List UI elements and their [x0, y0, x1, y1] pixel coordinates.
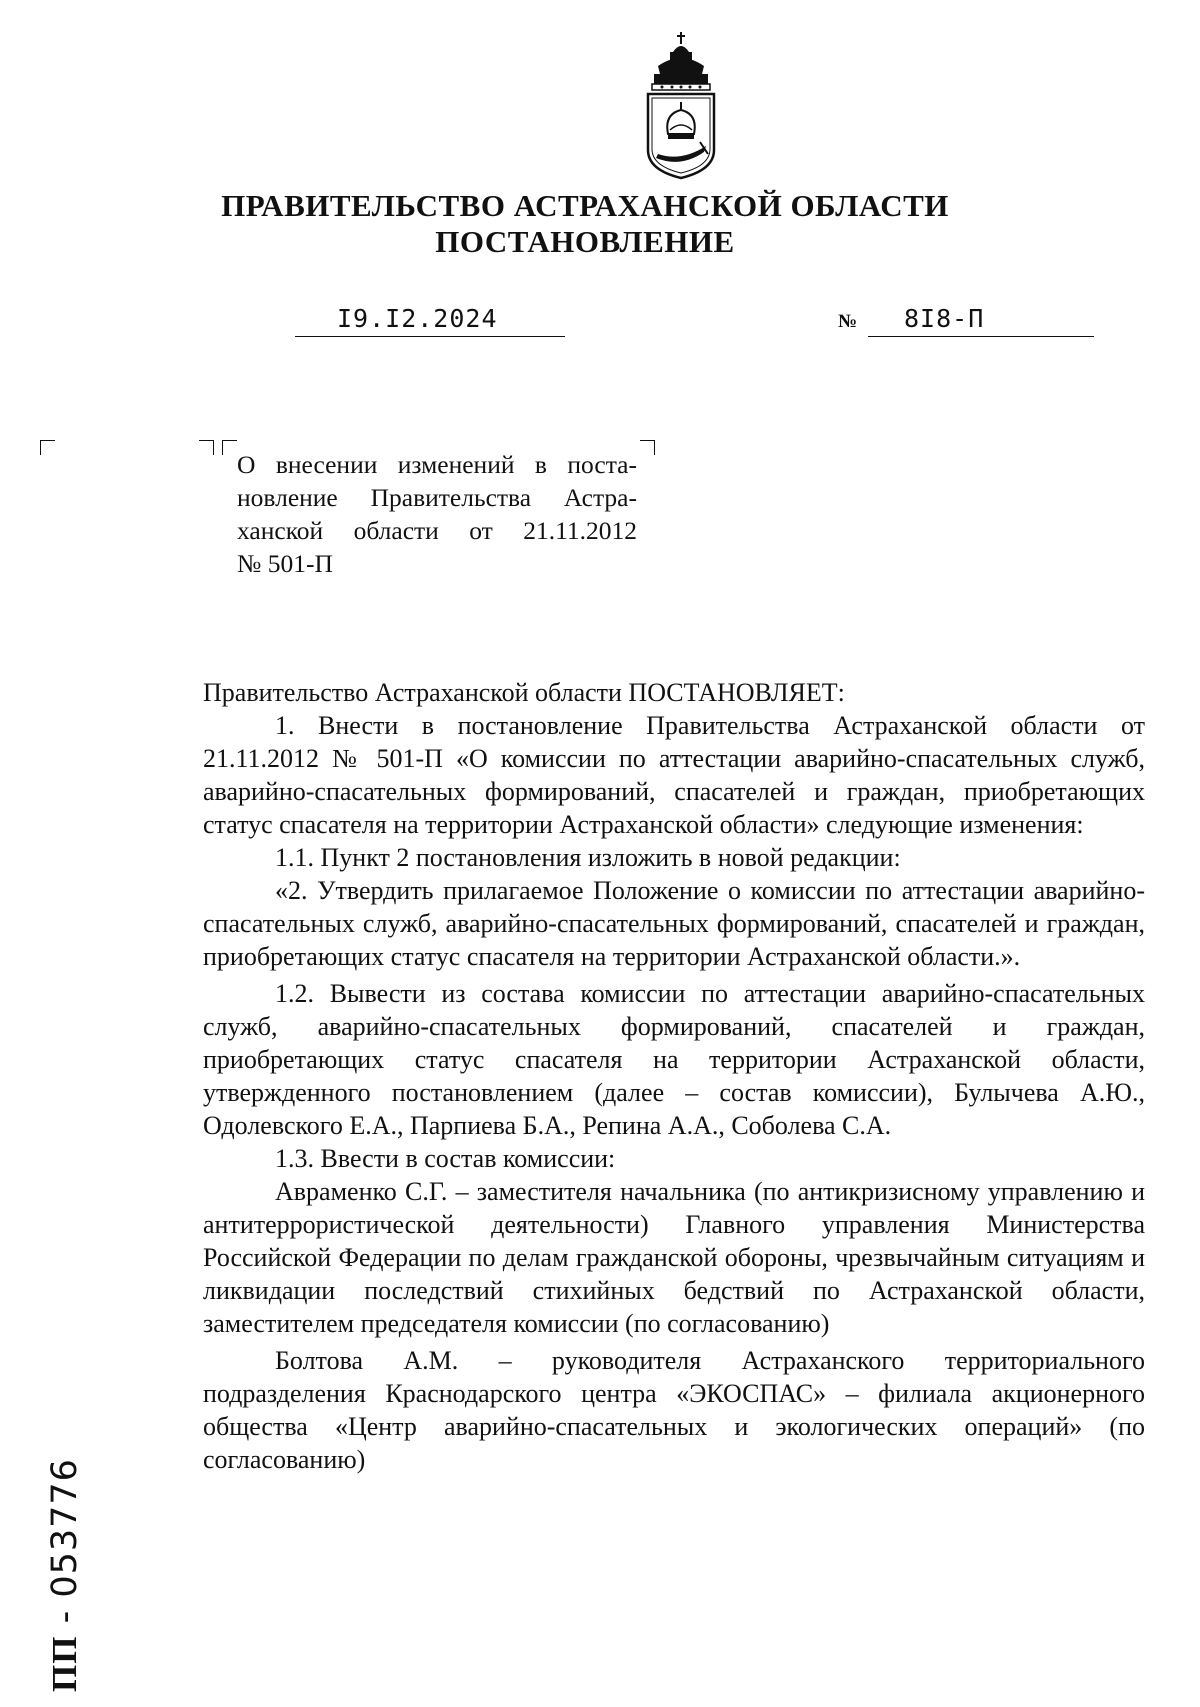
body-paragraph: 1.1. Пункт 2 постановления изложить в новой редакции: [275, 843, 901, 872]
subject-line: № 501-П [237, 549, 333, 578]
form-serial-number [45, 1458, 85, 1692]
subject-corner-mark-outer [199, 440, 214, 455]
coat-of-arms-icon [640, 30, 722, 180]
form-serial: 053776 [45, 1458, 85, 1598]
body-intro: Правительство Астраханской области ПОСТАНОВЛЯЕТ: [203, 678, 845, 707]
document-number: 8I8-П [904, 304, 985, 333]
body-paragraph: «2. Утвердить прилагаемое Положение о комиссии по аттестации аварийно-спасательных служб, аварийно-спасательных формирований, спасателей и граждан, приобретающих статус спасателя на территории Астраханской области.». [203, 876, 1145, 971]
number-sign: № [838, 311, 858, 332]
government-title: ПРАВИТЕЛЬСТВО АСТРАХАНСКОЙ ОБЛАСТИ [221, 188, 949, 223]
document-date: I9.I2.2024 [337, 304, 498, 333]
document-subject [237, 448, 637, 580]
form-series: ПП [45, 1635, 84, 1692]
body-paragraph: 1.3. Ввести в состав комиссии: [275, 1144, 616, 1173]
body-paragraph: 1. Внести в постановление Правительства Астраханской области от 21.11.2012 № 501-П «О комиссии по аттестации аварийно-спасательных служб, аварийно-спасательных формирований, спасателей и граждан, приобретающих статус спасателя на территории Астраханской области» следующие изменения: [203, 711, 1145, 839]
document-body [203, 676, 1145, 1476]
body-paragraph: Авраменко С.Г. – заместителя начальника (по антикризисному управлению и антитеррористической деятельности) Главного управления Министерства Российской Федерации по делам гражданской обороны, чрезвычайным ситуациям и ликвидации последствий стихийных бедствий по Астраханской области, заместителем председателя комиссии (по согласованию) [203, 1177, 1145, 1338]
subject-corner-mark-left [222, 440, 237, 455]
number-field [868, 302, 1094, 337]
body-paragraph: Болтова А.М. – руководителя Астраханского территориального подразделения Краснодарского центра «ЭКОСПАС» – филиала акционерного общества «Центр аварийно-спасательных и экологических операций» (по согласованию) [203, 1346, 1145, 1474]
subject-line: ханской области от 21.11.2012 [237, 516, 637, 545]
left-margin-corner-mark [40, 440, 55, 455]
document-type-title: ПОСТАНОВЛЕНИЕ [435, 224, 735, 259]
body-paragraph: 1.2. Вывести из состава комиссии по аттестации аварийно-спасательных служб, аварийно-спасательных формирований, спасателей и граждан, приобретающих статус спасателя на территории Астраханской области, утвержденного постановлением (далее – состав комиссии), Булычева А.Ю., Одолевского Е.А., Парпиева Б.А., Репина А.А., Соболева С.А. [203, 979, 1145, 1140]
date-field [295, 302, 565, 337]
subject-corner-mark-right [640, 440, 655, 455]
subject-line: новление Правительства Астра- [237, 483, 637, 512]
form-separator: - [45, 1597, 85, 1636]
subject-line: О внесении изменений в поста- [237, 450, 637, 479]
